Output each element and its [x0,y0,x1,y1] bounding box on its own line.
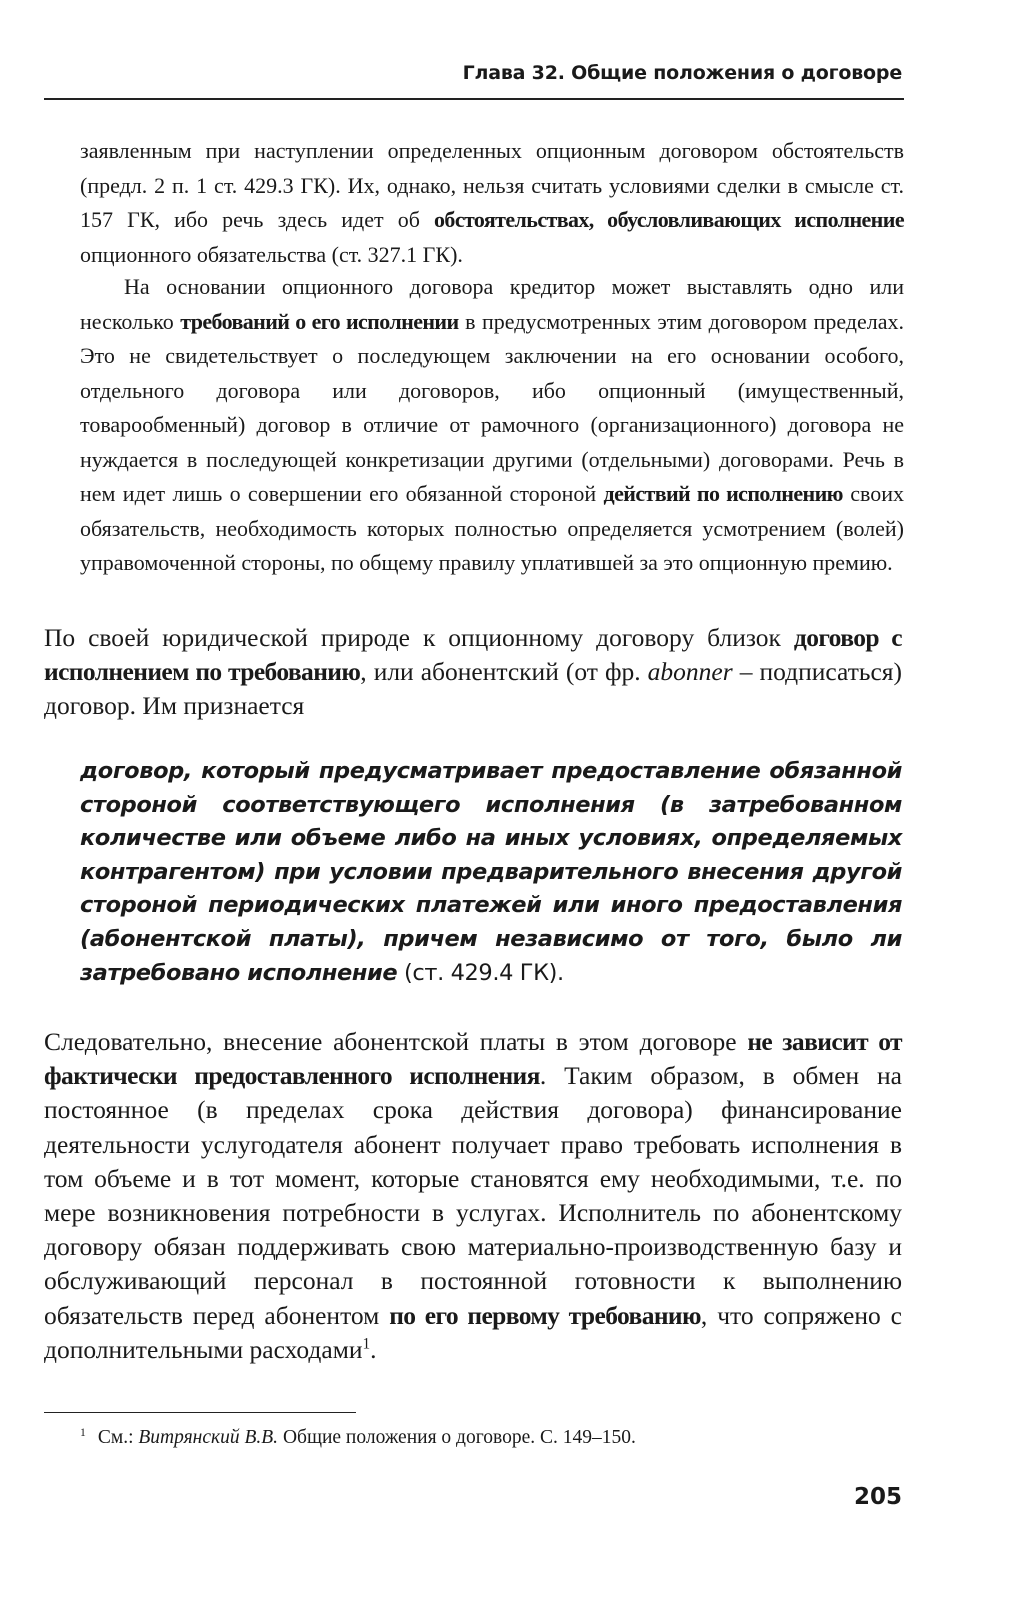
definition-text: договор, который предусматривает предоставление обязанной стороной соответствующего исполнения (в затребованном количестве или объеме либо на иных условиях, определяемых контрагентом) при условии предварительного внесения другой стороной периодических платежей или иного предоставления (абонентской платы), причем независимо от того, было ли затребовано исполнение [80,758,902,986]
definition-reference: (ст. 429.4 ГК). [397,959,564,986]
footnote-reference[interactable]: 1 [362,1335,371,1353]
paragraph-option-claims [80,270,904,581]
paragraph-text: заявленным при наступлении определенных опционным договором обстоятельств (предл. 2 п. 1 ст. 429.3 ГК). Их, однако, нельзя считать условиями сделки в смысле ст. 157 ГК, ибо речь здесь идет об [80,138,904,232]
header-rule [44,98,904,100]
bold-term: по его первому требованию [389,1300,701,1330]
paragraph-text: в предусмотренных этим договором пределах. Это не свидетельствует о последующем заключении на его основании особого, отдельного договора или договоров, ибо опционный (имущественный, товарообменный) договор в отличие от рамочного (организационного) договора не нуждается в последующей конкретизации другими (отдельными) договорами. Речь в нем идет лишь о совершении его обязанной стороной [80,308,905,506]
footnote-text: Общие положения о договоре. С. 149–150. [278,1427,636,1448]
paragraph-consequence [44,1025,902,1367]
paragraph-subscription-intro [44,621,902,724]
page-number: 205 [853,1484,902,1510]
paragraph-text: . Таким образом, в обмен на постоянное (в пределах срока действия договора) финансирование деятельности услугодателя абонент получает право требовать исполнения в том объеме и в тот момент, которые становятся ему необходимыми, т.е. по мере возникновения потребности в услугах. Исполнитель по абонентскому договору обязан поддерживать свою материально-производственную базу и обслуживающий персонал в постоянной готовности к выполнению обязательств перед абонентом [44,1061,902,1330]
paragraph-continuation [80,134,904,272]
footnote-rule [44,1412,356,1413]
bold-term: требований о его исполнении [180,308,459,334]
paragraph-text: опционного обязательства (ст. 327.1 ГК). [80,241,463,267]
footnote-prefix: См.: [97,1427,139,1448]
bold-term: договор с исполнением по требованию [44,623,902,687]
running-header: Глава 32. Общие положения о договоре [462,62,902,84]
paragraph-text: . [370,1334,377,1364]
legal-definition [80,755,902,990]
bold-term: не зависит от фактически предоставленного исполнения [44,1027,902,1091]
italic-term: abonner [647,657,733,687]
paragraph-text: На основании опционного договора кредитор может выставлять одно или несколько [80,274,904,334]
bold-term: обстоятельствах, обусловливающих исполнение [434,207,904,232]
paragraph-text: своих обязательств, необходимость которых полностью определяется усмотрением (волей) управомоченной стороны, по общему правилу уплатившей за это опционную премию. [80,481,904,575]
footnote: $^1$ См.: Витрянский В.В. Общие положения о договоре. С. 149–150. [80,1425,636,1448]
paragraph-text: – подписаться) договор. Им признается [44,657,903,721]
paragraph-text: , что сопряжено с дополнительными расходами [44,1300,902,1364]
paragraph-text: По своей юридической природе к опционному договору близок [44,623,794,652]
paragraph-text: Следовательно, внесение абонентской платы в этом договоре [44,1027,748,1056]
paragraph-text: , или абонентский (от фр. [360,657,648,687]
bold-term: действий по исполнению [603,481,843,506]
footnote-author: Витрянский В.В. [138,1427,279,1448]
